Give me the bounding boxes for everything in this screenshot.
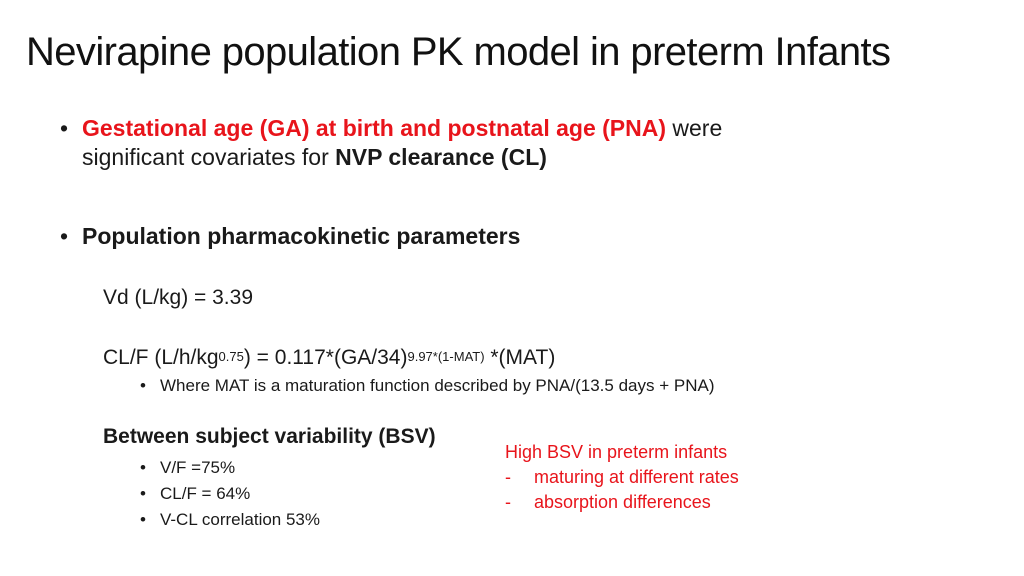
list-item: - maturing at different rates	[505, 467, 739, 487]
bullet-dot: •	[60, 115, 69, 141]
slide-title: Nevirapine population PK model in preterm Infants	[26, 30, 891, 74]
bullet-dot: •	[60, 223, 69, 249]
nvp-clearance: NVP clearance (CL)	[335, 144, 547, 170]
bullet-covariates	[60, 114, 722, 172]
note-heading: High BSV in preterm infants	[505, 442, 728, 462]
covariates-line2: significant covariates for	[82, 144, 336, 170]
covariates-highlight: Gestational age (GA) at birth and postnatal age (PNA)	[82, 115, 667, 141]
cl-exponent-1: 0.75	[218, 349, 244, 364]
list-item: • V/F =75%	[140, 458, 236, 477]
vd-value: Vd (L/kg) = 3.39	[103, 286, 254, 309]
pk-parameters-heading: Population pharmacokinetic parameters	[82, 223, 521, 249]
cl-equation	[103, 346, 555, 370]
mat-description-text: Where MAT is a maturation function described by PNA/(13.5 days + PNA)	[160, 376, 715, 395]
cl-exponent-2: 9.97*(1-MAT)	[407, 349, 485, 364]
cl-prefix: CL/F (L/h/kg	[103, 346, 219, 369]
bullet-dot: •	[140, 376, 146, 395]
cl-mid: ) = 0.117*(GA/34)	[243, 346, 408, 369]
list-item: • CL/F = 64%	[140, 484, 251, 503]
bsv-heading: Between subject variability (BSV)	[103, 425, 436, 448]
mat-description	[140, 376, 714, 396]
list-item: - absorption differences	[505, 492, 711, 512]
cl-suffix: *(MAT)	[484, 346, 556, 369]
bsv-list	[140, 455, 320, 533]
bullet-pk-parameters	[60, 222, 520, 251]
list-item: • V-CL correlation 53%	[140, 510, 321, 529]
bsv-note	[505, 440, 739, 515]
covariates-were: were	[666, 115, 723, 141]
